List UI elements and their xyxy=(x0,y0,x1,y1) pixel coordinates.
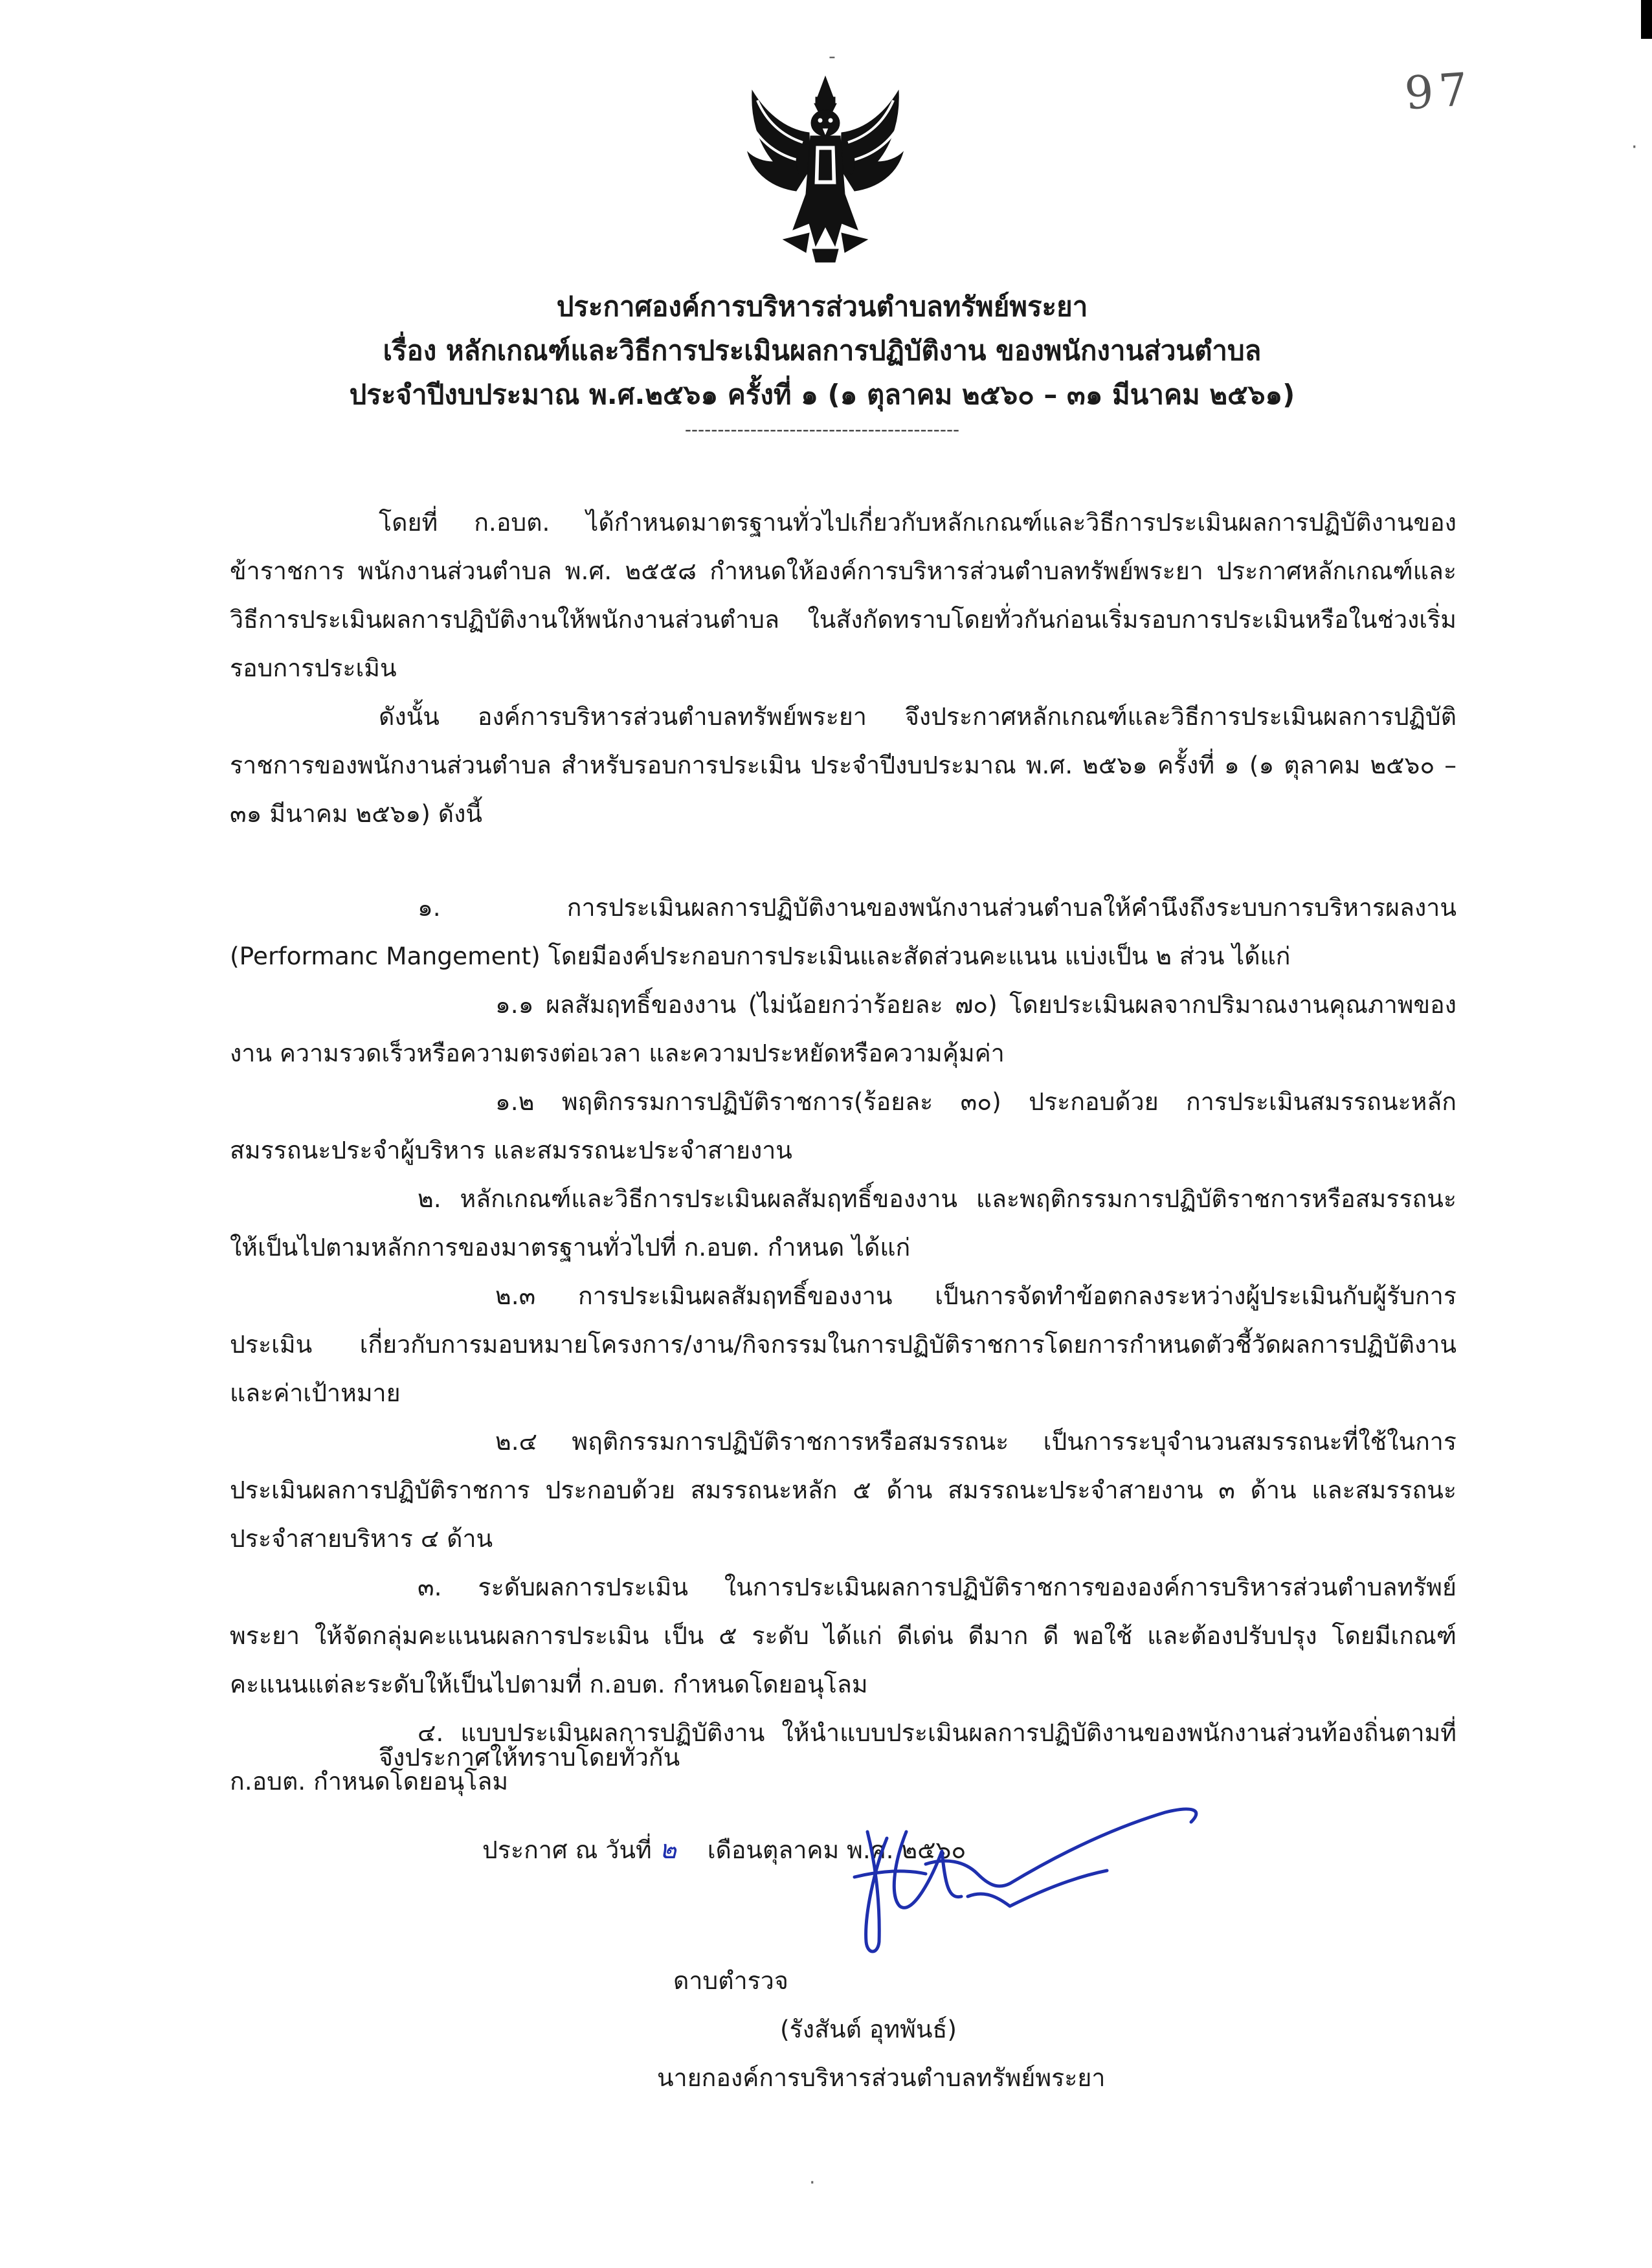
heading-line-subject: เรื่อง หลักเกณฑ์และวิธีการประเมินผลการปฏิบัติงาน ของพนักงานส่วนตำบล xyxy=(383,335,1262,366)
date-prefix: ประกาศ ณ วันที่ xyxy=(482,1836,652,1864)
scan-speck: - xyxy=(829,45,836,68)
paragraph-item-3: ๓. ระดับผลการประเมิน ในการประเมินผลการปฏิบัติราชการขององค์การบริหารส่วนตำบลทรัพย์พระยา ให้จัดกลุ่มคะแนนผลการประเมิน เป็น ๕ ระดับ ได้แก่ ดีเด่น ดีมาก ดี พอใช้ และต้องปรับปรุง โดยมีเกณฑ์คะแนนแต่ละระดับให้เป็นไปตามที่ ก.อบต. กำหนดโดยอนุโลม xyxy=(230,1573,1457,1698)
handwritten-signature xyxy=(829,1793,1295,1961)
signer-rank: ดาบตำรวจ xyxy=(673,1966,788,1995)
garuda-emblem-icon xyxy=(738,71,913,265)
scan-edge-mark xyxy=(1641,0,1652,39)
signer-title: นายกองค์การบริหารส่วนตำบลทรัพย์พระยา xyxy=(657,2063,1106,2092)
signer-name: (รังสันต์ อุทพันธ์) xyxy=(780,2015,957,2043)
scan-speck: · xyxy=(809,2172,816,2194)
paragraph-item-2: ๒. หลักเกณฑ์และวิธีการประเมินผลสัมฤทธิ์ของงาน และพฤติกรรมการปฏิบัติราชการหรือสมรรถนะ ให้เป็นไปตามหลักการของมาตรฐานทั่วไปที่ ก.อบต. กำหนด ได้แก่ xyxy=(230,1184,1457,1262)
heading-line-title: ประกาศองค์การบริหารส่วนตำบลทรัพย์พระยา xyxy=(556,291,1088,322)
date-day-handwritten: ๒ xyxy=(659,1835,676,1865)
paragraph-item-1-2: ๑.๒ พฤติกรรมการปฏิบัติราชการ(ร้อยละ ๓๐) ประกอบด้วย การประเมินสมรรถนะหลัก สมรรถนะประจำผู้บริหาร และสมรรถนะประจำสายงาน xyxy=(230,1087,1457,1164)
heading-divider: ------------------------------------------ xyxy=(684,419,960,440)
scan-speck: · xyxy=(1631,136,1638,159)
closing-line: จึงประกาศให้ทราบโดยทั่วกัน xyxy=(379,1743,680,1772)
paragraph-item-1-1: ๑.๑ ผลสัมฤทธิ์ของงาน (ไม่น้อยกว่าร้อยละ ๗๐) โดยประเมินผลจากปริมาณงานคุณภาพของงาน ความรวดเร็วหรือความตรงต่อเวลา และความประหยัดหรือความคุ้มค่า xyxy=(230,990,1457,1067)
announcement-heading xyxy=(220,285,1424,443)
paragraph-item-4: ๔. แบบประเมินผลการปฏิบัติงาน ให้นำแบบประเมินผลการปฏิบัติงานของพนักงานส่วนท้องถิ่นตามที่ ก.อบต. กำหนดโดยอนุโลม xyxy=(230,1718,1457,1796)
date-month-year: เดือนตุลาคม พ.ศ. ๒๕๖๐ xyxy=(707,1836,966,1864)
paragraph-gap xyxy=(230,838,1457,884)
heading-line-period: ประจำปีงบประมาณ พ.ศ.๒๕๖๑ ครั้งที่ ๑ (๑ ตุลาคม ๒๕๖๐ – ๓๑ มีนาคม ๒๕๖๑) xyxy=(349,379,1295,410)
paragraph-intro: โดยที่ ก.อบต. ได้กำหนดมาตรฐานทั่วไปเกี่ยวกับหลักเกณฑ์และวิธีการประเมินผลการปฏิบัติงานของข้าราชการ พนักงานส่วนตำบล พ.ศ. ๒๕๕๘ กำหนดให้องค์การบริหารส่วนตำบลทรัพย์พระยา ประกาศหลักเกณฑ์และวิธีการประเมินผลการปฏิบัติงานให้พนักงานส่วนตำบล ในสังกัดทราบโดยทั่วกันก่อนเริ่มรอบการประเมินหรือในช่วงเริ่มรอบการประเมิน xyxy=(230,508,1457,682)
paragraph-therefore: ดังนั้น องค์การบริหารส่วนตำบลทรัพย์พระยา จึงประกาศหลักเกณฑ์และวิธีการประเมินผลการปฏิบัติราชการของพนักงานส่วนตำบล สำหรับรอบการประเมิน ประจำปีงบประมาณ พ.ศ. ๒๕๖๑ ครั้งที่ ๑ (๑ ตุลาคม ๒๕๖๐ – ๓๑ มีนาคม ๒๕๖๑) ดังนี้ xyxy=(230,702,1457,828)
handwritten-page-number: 97 xyxy=(1403,62,1475,120)
paragraph-item-1: ๑. การประเมินผลการปฏิบัติงานของพนักงานส่วนตำบลให้คำนึงถึงระบบการบริหารผลงาน (Performanc Mangement) โดยมีองค์ประกอบการประเมินและสัดส่วนคะแนน แบ่งเป็น ๒ ส่วน ได้แก่ xyxy=(230,893,1457,970)
paragraph-item-2-3: ๒.๓ การประเมินผลสัมฤทธิ์ของงาน เป็นการจัดทำข้อตกลงระหว่างผู้ประเมินกับผู้รับการประเมิน เกี่ยวกับการมอบหมายโครงการ/งาน/กิจกรรมในการปฏิบัติราชการโดยการกำหนดตัวชี้วัดผลการปฏิบัติงาน และค่าเป้าหมาย xyxy=(230,1282,1457,1407)
paragraph-item-2-4: ๒.๔ พฤติกรรมการปฏิบัติราชการหรือสมรรถนะ เป็นการระบุจำนวนสมรรถนะที่ใช้ในการประเมินผลการปฏิบัติราชการ ประกอบด้วย สมรรถนะหลัก ๕ ด้าน สมรรถนะประจำสายงาน ๓ ด้าน และสมรรถนะประจำสายบริหาร ๔ ด้าน xyxy=(230,1427,1457,1553)
announcement-body xyxy=(230,498,1457,1806)
